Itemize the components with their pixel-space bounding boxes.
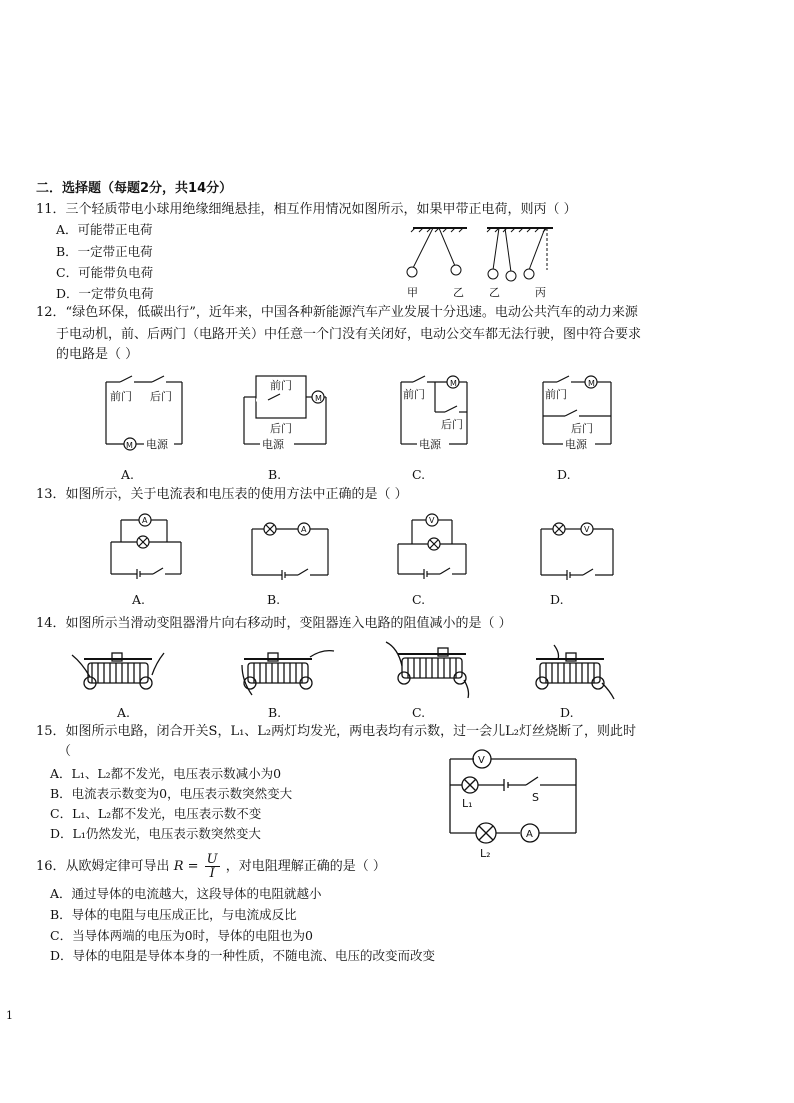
q11-option-a: A．可能带正电荷 [56,222,153,237]
page-number: 1 [6,1009,13,1022]
q13-circuit-b [248,515,333,580]
q11-label-jia: 甲 [407,286,418,299]
q16-formula-fraction [205,853,220,880]
q12d-front: 前门 [545,388,567,401]
q13d-voltmeter: V [584,525,590,534]
q13-circuit-d [537,515,622,580]
q12c-motor: M [450,379,457,388]
q14-rheostat-c [382,640,482,700]
q15-option-d: D．L₁仍然发光，电压表示数突然变大 [50,826,261,841]
q13-stem: 13．如图所示，关于电流表和电压表的使用方法中正确的是（ ） [36,487,408,502]
q14-option-c: C. [412,705,426,720]
q15-stem-line1: 15．如图所示电路，闭合开关S，L₁、L₂两灯均发光，两电表均有示数，过一会儿L₂灯丝烧断了，则此时 [36,724,636,739]
q12c-front: 前门 [403,388,425,401]
q16-option-c: C．当导体两端的电压为0时，导体的电阻也为0 [50,928,313,943]
q12d-back: 后门 [571,422,593,435]
q16-option-b: B．导体的电阻与电压成正比，与电流成反比 [50,907,297,922]
q16-option-a: A．通过导体的电流越大，这段导体的电阻就越小 [50,886,322,901]
q16-formula-numerator: U [206,852,218,867]
q13-option-a: A. [132,592,146,607]
q11-option-d: D．一定带负电荷 [56,286,154,301]
q12-circuit-a [100,372,190,457]
q15-switch-label: S [532,791,539,804]
q12-stem-line1: 12．“绿色环保，低碳出行”，近年来，中国各种新能源汽车产业发展十分迅速。电动公共汽车的动力来源 [36,305,638,320]
q14-option-a: A. [117,705,131,720]
q13c-voltmeter: V [429,516,435,525]
q12a-front: 前门 [110,390,132,403]
q15-circuit [440,745,585,863]
q12b-power: 电源 [262,438,284,451]
q12-stem-line2: 于电动机，前、后两门（电路开关）中任意一个门没有关闭好，电动公交车都无法行驶，图中符合要求 [56,327,642,342]
q12b-back: 后门 [270,422,292,435]
q12b-motor: M [315,394,322,403]
q12a-back: 后门 [150,390,172,403]
q11-option-c: C．可能带负电荷 [56,265,154,280]
q14-option-d: D. [560,705,574,720]
q11-label-yi-2: 乙 [489,286,500,299]
q12-circuit-c [395,372,480,457]
q12-option-a: A. [121,467,135,482]
q12c-power: 电源 [419,438,441,451]
q13a-ammeter: A [142,516,148,525]
q12c-back: 后门 [441,418,463,431]
q16-stem-pre: 16．从欧姆定律可导出 [36,859,170,874]
q15-option-a: A．L₁、L₂都不发光，电压表示数减小为0 [50,766,282,781]
q16-formula-lhs: R = [173,859,199,874]
q12-stem-line3: 的电路是（ ） [56,347,139,362]
q11-figure-hanging-balls [395,222,565,302]
q15-l2-label: L₂ [480,847,491,860]
q12b-front: 前门 [270,379,292,392]
q15-l1-label: L₁ [462,797,473,810]
q15-stem-line2: （ [58,744,72,759]
q14-stem: 14．如图所示当滑动变阻器滑片向右移动时，变阻器连入电路的阻值减小的是（ ） [36,616,512,631]
q12-option-b: B. [268,467,282,482]
q14-rheostat-b [238,645,338,700]
q12-option-c: C. [412,467,426,482]
q16-stem-post: ，对电阻理解正确的是（ ） [225,859,386,874]
q11-stem: 11．三个轻质带电小球用绝缘细绳悬挂，相互作用情况如图所示，如果甲带正电荷，则丙（ ） [36,202,577,217]
q12-circuit-d [537,372,622,457]
q13-circuit-c [392,508,472,578]
section-title: 二．选择题（每题2分，共14分） [36,181,233,196]
q11-label-yi-1: 乙 [453,286,464,299]
q12d-motor: M [588,379,595,388]
q16-option-d: D．导体的电阻是导体本身的一种性质，不随电流、电压的改变而改变 [50,948,436,963]
q16-formula-denominator: I [209,866,215,881]
q14-option-b: B. [268,705,282,720]
q14-rheostat-a [68,645,168,700]
q16-stem [36,852,386,882]
q14-rheostat-d [530,645,630,700]
q12a-motor: M [126,441,133,450]
q13-option-c: C. [412,592,426,607]
q12d-power: 电源 [565,438,587,451]
q13-option-d: D. [550,592,564,607]
q15-voltmeter-label: V [478,755,485,766]
q11-label-bing: 丙 [535,286,546,299]
q12-circuit-b [238,372,333,457]
q15-ammeter-label: A [526,829,533,840]
q11-option-b: B．一定带正电荷 [56,244,153,259]
q15-option-b: B．电流表示数变为0，电压表示数突然变大 [50,786,293,801]
q12a-power: 电源 [146,438,168,451]
q12-option-d: D. [557,467,571,482]
q13-circuit-a [105,508,185,578]
q13-option-b: B. [267,592,281,607]
q15-option-c: C．L₁、L₂都不发光，电压表示数不变 [50,806,262,821]
q13b-ammeter: A [301,525,307,534]
